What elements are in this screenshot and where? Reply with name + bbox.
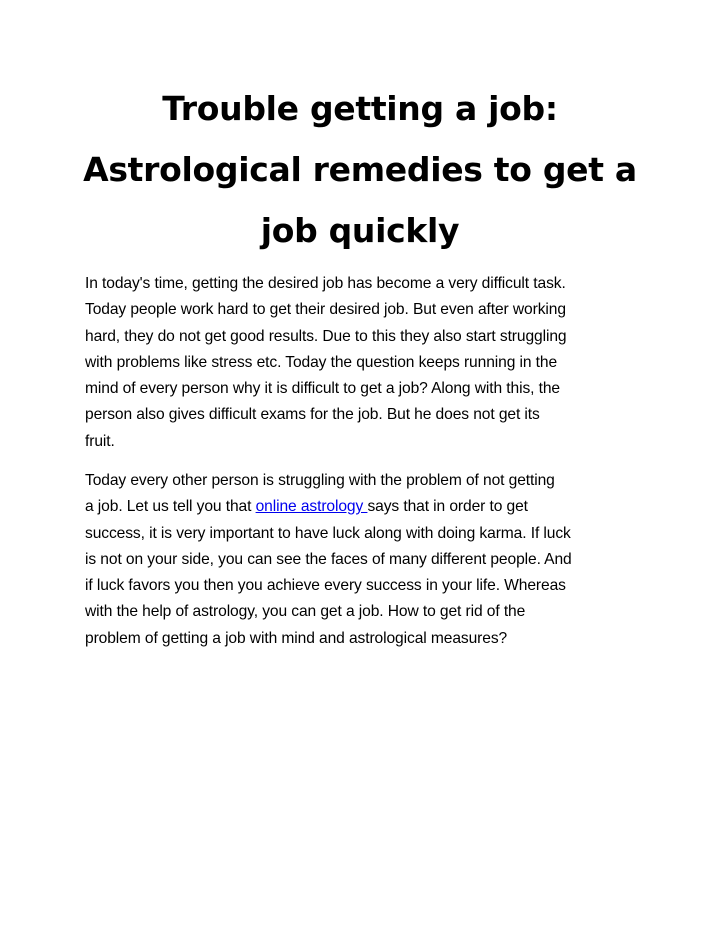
paragraph-intro (85, 271, 645, 455)
paragraph-line: problem of getting a job with mind and astrological measures? (85, 629, 508, 647)
paragraph-line: Today people work hard to get their desired job. But even after working (85, 301, 566, 319)
paragraph-line: hard, they do not get good results. Due to this they also start struggling (85, 327, 567, 345)
line-text-after-link: says that in order to get (367, 498, 528, 516)
document-title (60, 78, 660, 261)
paragraph-line: with the help of astrology, you can get a job. How to get rid of the (85, 603, 526, 621)
paragraph-line: success, it is very important to have luck along with doing karma. If luck (85, 524, 571, 542)
title-line: Trouble getting a job: (162, 89, 558, 128)
line-text-before-link: a job. Let us tell you that (85, 498, 256, 516)
title-line: job quickly (260, 211, 460, 250)
paragraph-line: mind of every person why it is difficult to get a job? Along with this, the (85, 380, 561, 398)
paragraph-line: person also gives difficult exams for the job. But he does not get its (85, 406, 540, 424)
paragraph-line: is not on your side, you can see the faces of many different people. And (85, 550, 572, 568)
paragraph-line: with problems like stress etc. Today the question keeps running in the (85, 353, 558, 371)
paragraph-astrology (85, 468, 645, 652)
paragraph-line: In today's time, getting the desired job has become a very difficult task. (85, 275, 566, 292)
paragraph-line-with-link (85, 494, 645, 520)
paragraph-line: if luck favors you then you achieve every success in your life. Whereas (85, 577, 566, 595)
paragraph-line: Today every other person is struggling with the problem of not getting (85, 472, 555, 489)
title-line: Astrological remedies to get a (83, 150, 637, 189)
paragraph-line: fruit. (85, 432, 115, 450)
online-astrology-link[interactable]: online astrology (255, 498, 368, 516)
